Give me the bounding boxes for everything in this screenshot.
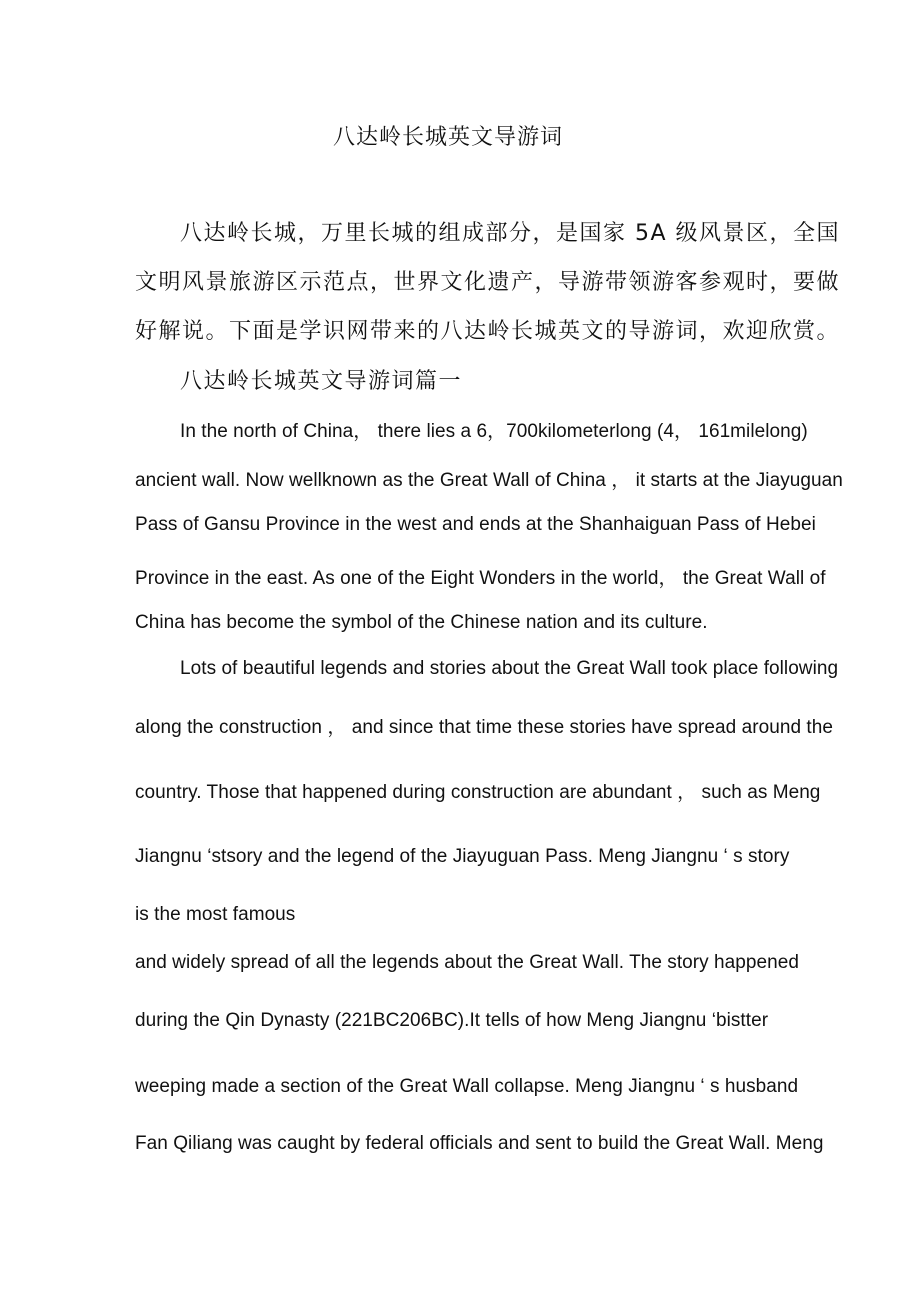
paragraph-line: Pass of Gansu Province in the west and ends at the Shanhaiguan Pass of Hebei [135,514,816,535]
paragraph-line: and widely spread of all the legends about the Great Wall. The story happened [135,952,799,973]
page-title: 八达岭长城英文导游词 [333,125,564,150]
paragraph-line: is the most famous [135,904,296,925]
intro-line: 八达岭长城，万里长城的组成部分，是国家 5A 级风景区，全国 [180,221,841,246]
section-heading: 八达岭长城英文导游词篇一 [180,369,463,394]
paragraph-line: weeping made a section of the Great Wall collapse. Meng Jiangnu ‘ s husband [135,1076,799,1097]
paragraph-line: Jiangnu ‘stsory and the legend of the Jiayuguan Pass. Meng Jiangnu ‘ s story [135,846,790,867]
paragraph-line: China has become the symbol of the Chinese nation and its culture. [135,612,708,633]
paragraph-line: Lots of beautiful legends and stories about the Great Wall took place following [180,658,839,679]
paragraph-line: ancient wall. Now wellknown as the Great Wall of China ， it starts at the Jiayuguan [135,470,843,491]
paragraph-line: In the north of China， there lies a 6，700kilometerlong (4， 161milelong) [180,421,808,442]
paragraph-line: country. Those that happened during construction are abundant ， such as Meng [135,782,821,803]
paragraph-line: along the construction ， and since that time these stories have spread around the [135,717,833,738]
intro-line: 文明风景旅游区示范点，世界文化遗产，导游带领游客参观时，要做 [135,270,841,295]
paragraph-line: Fan Qiliang was caught by federal officials and sent to build the Great Wall. Meng [135,1133,824,1154]
intro-line: 好解说。下面是学识网带来的八达岭长城英文的导游词，欢迎欣赏。 [135,319,841,344]
paragraph-line: Province in the east. As one of the Eight Wonders in the world， the Great Wall of [135,568,826,589]
paragraph-line: during the Qin Dynasty (221BC206BC).It tells of how Meng Jiangnu ‘bistter [135,1010,769,1031]
